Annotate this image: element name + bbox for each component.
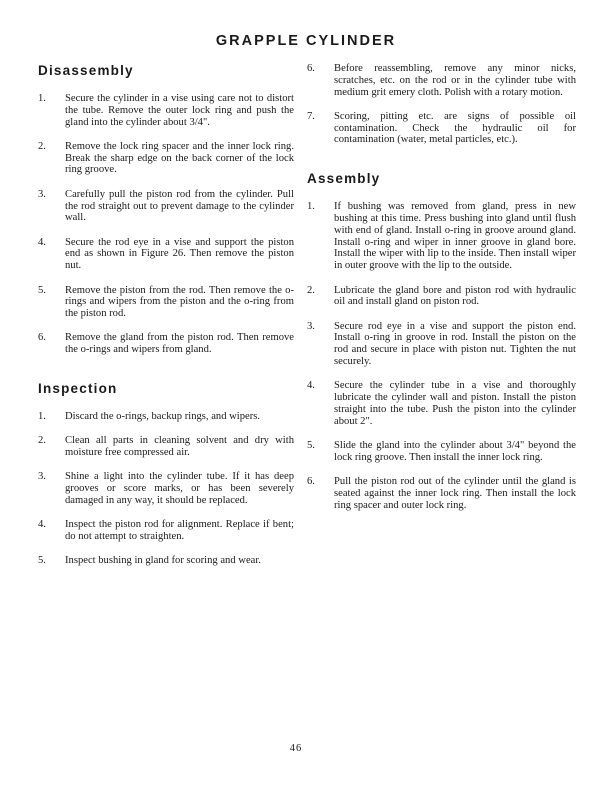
- list-item: [38, 332, 294, 356]
- item-number: 2.: [38, 140, 46, 152]
- list-item: [38, 237, 294, 272]
- item-text: Before reassembling, remove any minor nicks, scratches, etc. on the rod or in the cylinder tube with medium grit emery cloth. Polish with a rotary motion.: [334, 63, 576, 98]
- list-item: [307, 321, 576, 368]
- item-number: 1.: [38, 93, 46, 104]
- page-title: GRAPPLE CYLINDER: [215, 33, 397, 49]
- item-number: 4.: [38, 519, 46, 531]
- list-item: [38, 411, 294, 423]
- item-text: Discard the o-rings, backup rings, and wipers.: [65, 411, 261, 423]
- item-number: 6.: [307, 476, 315, 488]
- list-item: [38, 435, 294, 459]
- list-item: [307, 285, 576, 309]
- list-item: [38, 285, 294, 320]
- item-text: Clean all parts in cleaning solvent and dry with moisture free compressed air.: [65, 435, 294, 459]
- item-number: 7.: [307, 110, 315, 122]
- item-number: 2.: [38, 435, 46, 447]
- item-number: 3.: [307, 320, 315, 332]
- left-column: [38, 63, 294, 580]
- item-text: Scoring, pitting etc. are signs of possible oil contamination. Check the hydraulic oil for contamination (water, metal particles, etc.).: [334, 110, 576, 146]
- item-text: Remove the lock ring spacer and the inner lock ring. Break the sharp edge on the back corner of the lock ring groove.: [65, 140, 294, 176]
- item-text: Slide the gland into the cylinder about 3/4" beyond the lock ring groove. Then install the inner lock ring.: [334, 440, 576, 463]
- item-text: Carefully pull the piston rod from the cylinder. Pull the rod straight out to prevent damage to the cylinder wall.: [65, 188, 294, 224]
- section-heading-disassembly: Disassembly: [38, 63, 134, 78]
- item-text: Secure the rod eye in a vise and support the piston end as shown in Figure 26. Then remove the piston nut.: [65, 236, 294, 272]
- list-item: [38, 141, 294, 176]
- item-text: Inspect bushing in gland for scoring and wear.: [65, 555, 261, 567]
- list-item: [38, 93, 294, 128]
- item-number: 6.: [38, 332, 46, 344]
- item-number: 2.: [307, 284, 315, 296]
- item-text: Secure rod eye in a vise and support the piston end. Install o-ring in groove in rod. Install the piston on the rod and secure in place with piston nut. Tighten the nut securely.: [334, 320, 576, 368]
- item-text: Lubricate the gland bore and piston rod with hydraulic oil and install gland on piston rod.: [334, 284, 576, 308]
- item-number: 5.: [38, 555, 46, 567]
- list-item: [38, 519, 294, 543]
- list-item: [307, 380, 576, 427]
- right-column: [307, 63, 576, 524]
- section-heading-inspection: Inspection: [38, 381, 118, 397]
- item-text: Secure the cylinder tube in a vise and thoroughly lubricate the cylinder wall and piston. Install the piston straight into the tube. Push the piston into the cylinder about 2".: [334, 380, 576, 427]
- item-number: 5.: [307, 440, 315, 452]
- two-column-layout: [0, 63, 612, 580]
- item-text: If bushing was removed from gland, press in new bushing at this time. Press bushing into gland until flush with end of gland. Install o-ring in groove around gland. Install o-ring and wiper in inner groove in gland bore. Install the wiper with lip to the inside. Then install wiper in outer groove with the lip to the outside.: [334, 201, 576, 272]
- item-text: Secure the cylinder in a vise using care not to distort the tube. Remove the outer lock ring and push the gland into the cylinder about 3/4".: [65, 93, 294, 128]
- item-number: 1.: [38, 411, 46, 423]
- list-item: [307, 440, 576, 464]
- page-number: 46: [289, 743, 303, 754]
- list-item: [307, 63, 576, 98]
- item-number: 4.: [307, 380, 315, 392]
- item-text: Remove the gland from the piston rod. Then remove the o-rings and wipers from gland.: [65, 332, 294, 356]
- list-item: [307, 476, 576, 511]
- section-heading-assembly: Assembly: [307, 171, 381, 187]
- item-number: 6.: [307, 63, 315, 74]
- list-item: [307, 111, 576, 146]
- item-text: Inspect the piston rod for alignment. Replace if bent; do not attempt to straighten.: [65, 519, 294, 543]
- item-number: 3.: [38, 471, 46, 483]
- item-text: Shine a light into the cylinder tube. If it has deep grooves or score marks, or has been severely damaged in any way, it should be replaced.: [65, 471, 294, 507]
- item-number: 5.: [38, 284, 46, 296]
- list-item: [38, 189, 294, 224]
- list-item: [38, 555, 294, 567]
- item-number: 4.: [38, 236, 46, 248]
- list-item: [307, 201, 576, 272]
- item-number: 1.: [307, 201, 315, 213]
- item-text: Remove the piston from the rod. Then remove the o-rings and wipers from the piston and the o-ring from the piston rod.: [65, 284, 294, 320]
- item-number: 3.: [38, 188, 46, 200]
- item-text: Pull the piston rod out of the cylinder until the gland is seated against the inner lock ring. Then install the lock ring spacer and outer lock ring.: [334, 476, 576, 511]
- list-item: [38, 471, 294, 506]
